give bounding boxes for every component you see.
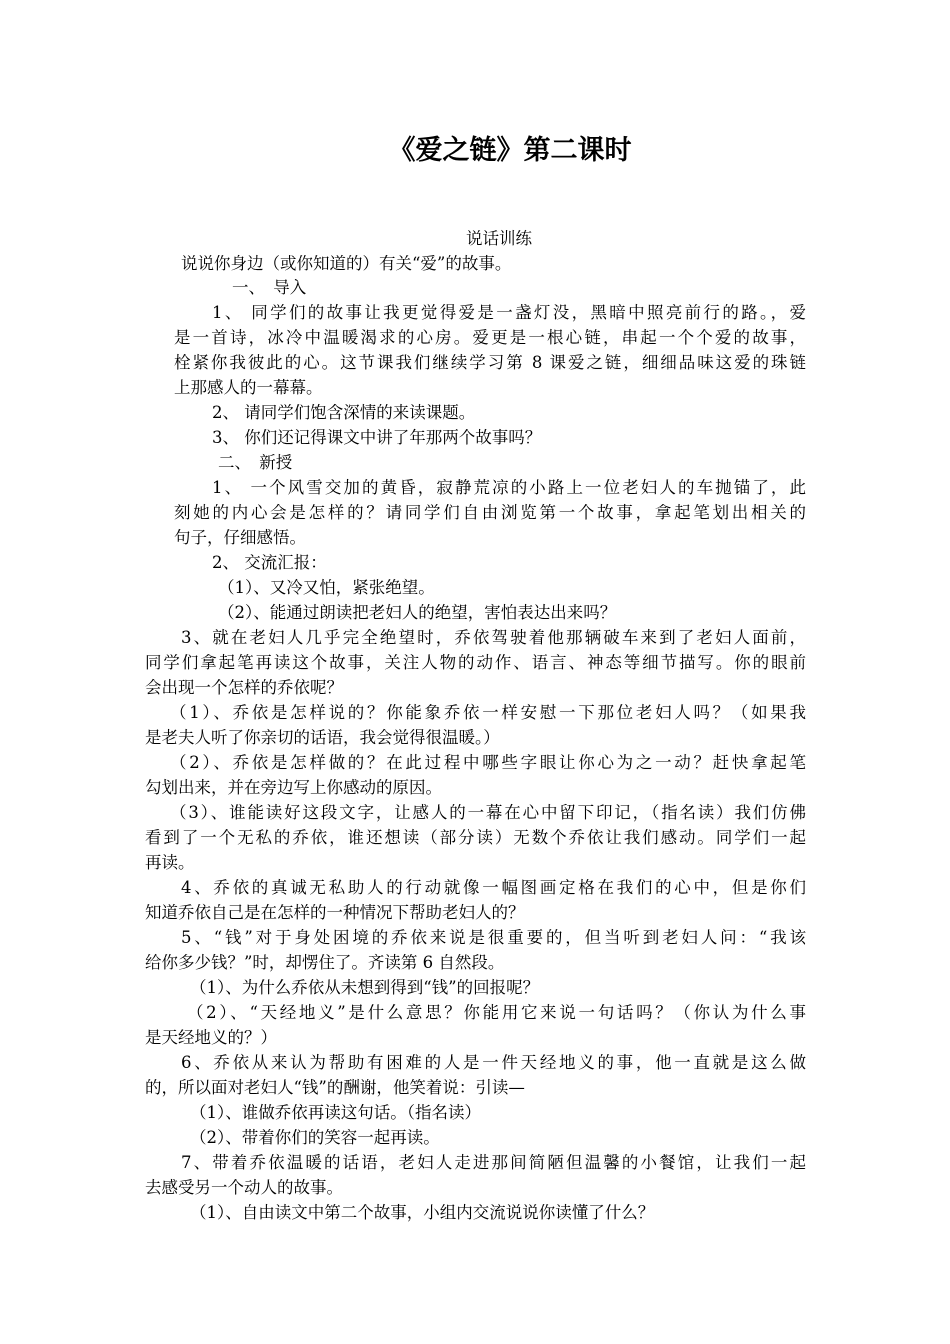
text-line: 上那感人的一幕幕。	[174, 378, 323, 397]
text-line: （1）、又冷又怕，紧张绝望。	[218, 578, 435, 597]
text-line: （1）、为什么乔依从未想到得到“钱”的回报呢？	[190, 978, 540, 997]
text-line: 勾划出来，并在旁边写上你感动的原因。	[145, 778, 442, 797]
text-line: 7、带着乔依温暖的话语，老妇人走进那间简陋但温馨的小餐馆，让我们一起	[181, 1153, 806, 1172]
text-line: （2）、乔依是怎样做的？在此过程中哪些字眼让你心为之一动？赶快拿起笔	[170, 753, 806, 772]
text-line: 3、 你们还记得课文中讲了年那两个故事吗？	[212, 428, 542, 447]
text-line: 同学们拿起笔再读这个故事，关注人物的动作、语言、神态等细节描写。你的眼前	[145, 653, 806, 672]
text-line: 2、 请同学们饱含深情的来读课题。	[212, 403, 476, 422]
text-line: 再读。	[145, 853, 195, 872]
section-heading-intro: 一、 导入	[232, 278, 307, 297]
text-line: 是一首诗，冰冷中温暖渴求的心房。爱更是一根心链，串起一个个爱的故事，	[174, 328, 806, 347]
page-title: 《爱之链》第二课时	[388, 135, 632, 166]
text-line: 去感受另一个动人的故事。	[145, 1178, 343, 1197]
section-heading-new-lesson: 二、 新授	[218, 453, 293, 472]
text-line: 给你多少钱？”时，却愣住了。齐读第 6 自然段。	[145, 953, 505, 972]
text-line: （1）、自由读文中第二个故事，小组内交流说说你读懂了什么？	[190, 1203, 655, 1222]
text-line: 1、 一个风雪交加的黄昏，寂静荒凉的小路上一位老妇人的车抛锚了，此	[212, 478, 806, 497]
text-line: 4、乔依的真诚无私助人的行动就像一幅图画定格在我们的心中，但是你们	[181, 878, 806, 897]
text-line: 的，所以面对老妇人“钱”的酬谢，他笑着说：引读—	[145, 1078, 525, 1097]
text-line: 是天经地义的？）	[145, 1028, 277, 1047]
text-line: （1）、谁做乔依再读这句话。（指名读）	[190, 1103, 481, 1122]
text-line: 刻她的内心会是怎样的？请同学们自由浏览第一个故事，拿起笔划出相关的	[174, 503, 806, 522]
text-line: 是老夫人听了你亲切的话语，我会觉得很温暖。）	[145, 728, 500, 747]
text-line: （2）、带着你们的笑容一起再读。	[190, 1128, 440, 1147]
text-line: 知道乔依自己是在怎样的一种情况下帮助老妇人的？	[145, 903, 525, 922]
text-line: 3、就在老妇人几乎完全绝望时，乔依驾驶着他那辆破车来到了老妇人面前，	[181, 628, 806, 647]
text-line: 句子，仔细感悟。	[174, 528, 306, 547]
text-line: （2）、“天经地义”是什么意思？你能用它来说一句话吗？（你认为什么事	[187, 1003, 806, 1022]
text-line: 看到了一个无私的乔依，谁还想读（部分读）无数个乔依让我们感动。同学们一起	[145, 828, 806, 847]
text-line: （3）、谁能读好这段文字，让感人的一幕在心中留下印记，（指名读）我们仿佛	[170, 803, 806, 822]
text-line: （1）、乔依是怎样说的？你能象乔依一样安慰一下那位老妇人吗？（如果我	[170, 703, 806, 722]
text-line: 2、 交流汇报：	[212, 553, 327, 572]
text-line: 6、乔依从来认为帮助有困难的人是一件天经地义的事，他一直就是这么做	[181, 1053, 806, 1072]
text-line: 5、“钱”对于身处困境的乔依来说是很重要的，但当听到老妇人问：“我该	[181, 928, 806, 947]
text-line: 1、 同学们的故事让我更觉得爱是一盏灯没，黑暗中照亮前行的路。，爱	[212, 303, 806, 322]
section-heading-speaking-practice: 说话训练	[466, 229, 532, 248]
text-line: 说说你身边（或你知道的）有关“爱”的故事。	[181, 254, 512, 273]
text-line: （2）、能通过朗读把老妇人的绝望，害怕表达出来吗？	[218, 603, 617, 622]
text-line: 会出现一个怎样的乔依呢？	[145, 678, 343, 697]
text-line: 栓紧你我彼此的心。这节课我们继续学习第 8 课爱之链，细细品味这爱的珠链	[174, 353, 806, 372]
